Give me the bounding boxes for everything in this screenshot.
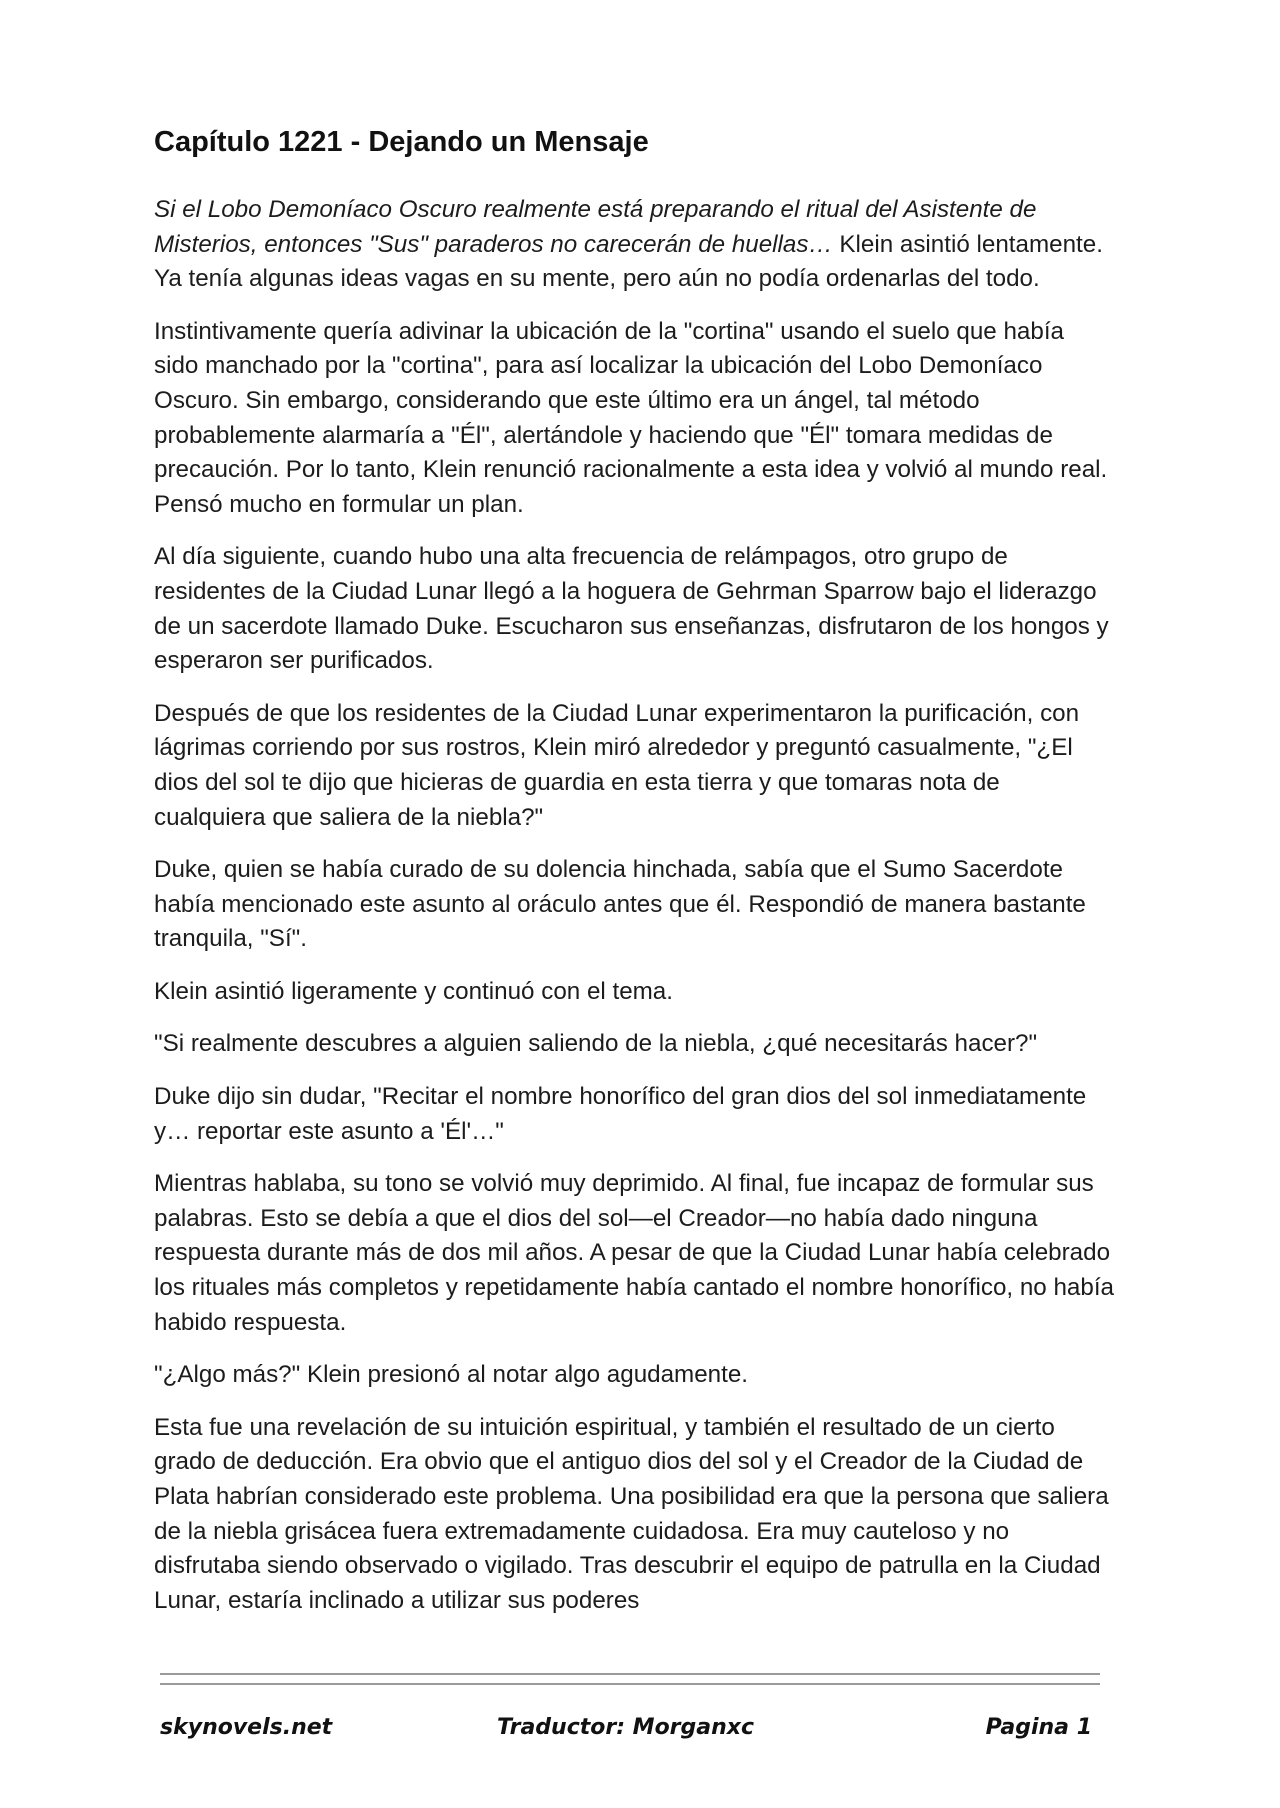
footer-page-number: Pagina 1 xyxy=(985,1715,1092,1740)
paragraph-1-italic: Si el Lobo Demoníaco Oscuro realmente está preparando el ritual del Asistente de Misterios, entonces "Sus" paraderos no carecerán de huellas… xyxy=(154,196,1037,258)
paragraph-3: Al día siguiente, cuando hubo una alta frecuencia de relámpagos, otro grupo de residentes de la Ciudad Lunar llegó a la hoguera de Gehrman Sparrow bajo el liderazgo de un sacerdote llamado Duke. Escucharon sus enseñanzas, disfrutaron de los hongos y esperaron ser purificados. xyxy=(154,543,1109,675)
paragraph-11: Esta fue una revelación de su intuición espiritual, y también el resultado de un cierto grado de deducción. Era obvio que el antiguo dios del sol y el Creador de la Ciudad de Plata habrían considerado este problema. Una posibilidad era que la persona que saliera de la niebla grisácea fuera extremadamente cuidadosa. Era muy cauteloso y no disfrutaba siendo observado o vigilado. Tras descubrir el equipo de patrulla en la Ciudad Lunar, estaría inclinado a utilizar sus poderes xyxy=(154,1413,1109,1614)
footer-site: skynovels.net xyxy=(160,1715,333,1740)
paragraph-6: Klein asintió ligeramente y continuó con el tema. xyxy=(154,977,673,1005)
paragraph-1 xyxy=(154,193,1114,297)
footer-divider-bottom xyxy=(160,1683,1100,1685)
paragraph-4: Después de que los residentes de la Ciudad Lunar experimentaron la purificación, con lágrimas corriendo por sus rostros, Klein miró alrededor y preguntó casualmente, "¿El dios del sol te dijo que hicieras de guardia en esta tierra y que tomaras nota de cualquiera que saliera de la niebla?" xyxy=(154,699,1080,831)
paragraph-2: Instintivamente quería adivinar la ubicación de la "cortina" usando el suelo que había sido manchado por la "cortina", para así localizar la ubicación del Lobo Demoníaco Oscuro. Sin embargo, considerando que este último era un ángel, tal método probablemente alarmaría a "Él", alertándole y haciendo que "Él" tomara medidas de precaución. Por lo tanto, Klein renunció racionalmente a esta idea y volvió al mundo real. Pensó mucho en formular un plan. xyxy=(154,317,1108,518)
footer-translator: Traductor: Morganxc xyxy=(497,1715,755,1740)
paragraph-8: Duke dijo sin dudar, "Recitar el nombre honorífico del gran dios del sol inmediatamente y… reportar este asunto a 'Él'…" xyxy=(154,1083,1087,1145)
paragraph-9: Mientras hablaba, su tono se volvió muy deprimido. Al final, fue incapaz de formular sus palabras. Esto se debía a que el dios del sol—el Creador—no había dado ninguna respuesta durante más de dos mil años. A pesar de que la Ciudad Lunar había celebrado los rituales más completos y repetidamente había cantado el nombre honorífico, no había habido respuesta. xyxy=(154,1170,1115,1336)
chapter-body xyxy=(154,193,1114,1636)
chapter-title: Capítulo 1221 - Dejando un Mensaje xyxy=(154,126,649,158)
paragraph-7: "Si realmente descubres a alguien saliendo de la niebla, ¿qué necesitarás hacer?" xyxy=(154,1030,1038,1058)
paragraph-10: "¿Algo más?" Klein presionó al notar algo agudamente. xyxy=(154,1361,748,1389)
paragraph-1-text: Klein asintió lentamente. Ya tenía algunas ideas vagas en su mente, pero aún no podía ordenarlas del todo. xyxy=(154,230,1103,293)
footer-divider-top xyxy=(160,1673,1100,1675)
paragraph-5: Duke, quien se había curado de su dolencia hinchada, sabía que el Sumo Sacerdote había mencionado este asunto al oráculo antes que él. Respondió de manera bastante tranquila, "Sí". xyxy=(154,856,1086,953)
